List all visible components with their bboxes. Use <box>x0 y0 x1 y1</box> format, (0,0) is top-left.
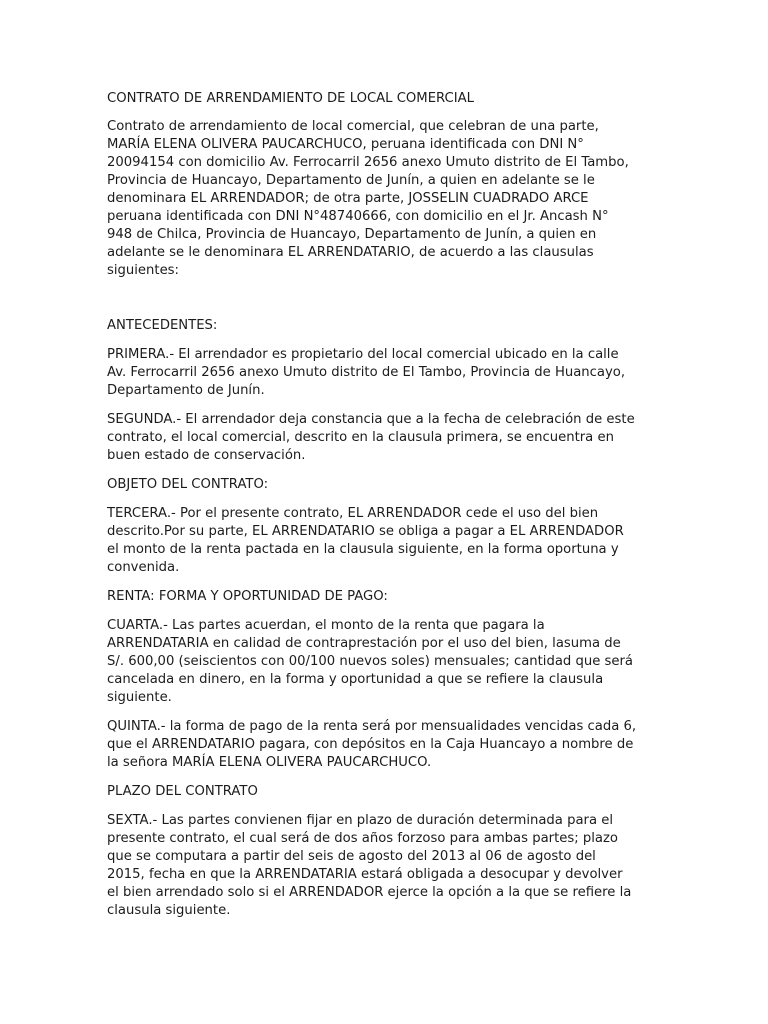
renta-heading: RENTA: FORMA Y OPORTUNIDAD DE PAGO: <box>107 589 388 604</box>
document-title: CONTRATO DE ARRENDAMIENTO DE LOCAL COMERCIAL <box>107 91 474 106</box>
clause-tercera: TERCERA.- Por el presente contrato, EL ARRENDADOR cede el uso del bien descrito.Por su parte, EL ARRENDATARIO se obliga a pagar a EL ARRENDADOR el monto de la renta pactada en la clausula siguiente, en la forma oportuna y convenida. <box>107 506 624 575</box>
clause-segunda: SEGUNDA.- El arrendador deja constancia que a la fecha de celebración de este contrato, el local comercial, descrito en la clausula primera, se encuentra en buen estado de conservación. <box>107 412 635 463</box>
objeto-heading: OBJETO DEL CONTRATO: <box>107 477 269 492</box>
document-body <box>107 90 667 931</box>
intro-paragraph: Contrato de arrendamiento de local comercial, que celebran de una parte, MARÍA ELENA OLIVERA PAUCARCHUCO, peruana identificada con DNI N° 20094154 con domicilio Av. Ferrocarril 2656 anexo Umuto distrito de El Tambo, Provincia de Huancayo, Departamento de Junín, a quien en adelante se le denominara EL ARRENDADOR; de otra parte, JOSSELIN CUADRADO ARCE peruana identificada con DNI N°48740666, con domicilio en el Jr. Ancash N° 948 de Chilca, Provincia de Huancayo, Departamento de Junín, a quien en adelante se le denominara EL ARRENDATARIO, de acuerdo a las clausulas siguientes: <box>107 119 629 278</box>
clause-sexta: SEXTA.- Las partes convienen fijar en plazo de duración determinada para el presente contrato, el cual será de dos años forzoso para ambas partes; plazo que se computara a partir del seis de agosto del 2013 al 06 de agosto del 2015, fecha en que la ARRENDATARIA estará obligada a desocupar y devolver el bien arrendado solo si el ARRENDADOR ejerce la opción a la que se refiere la clausula siguiente. <box>107 813 632 918</box>
antecedentes-heading: ANTECEDENTES: <box>107 318 218 333</box>
clause-primera: PRIMERA.- El arrendador es propietario del local comercial ubicado en la calle Av. Ferrocarril 2656 anexo Umuto distrito de El Tambo, Provincia de Huancayo, Departamento de Junín. <box>107 347 626 398</box>
clause-cuarta: CUARTA.- Las partes acuerdan, el monto de la renta que pagara la ARRENDATARIA en calidad de contraprestación por el uso del bien, lasuma de S/. 600,00 (seiscientos con 00/100 nuevos soles) mensuales; cantidad que será cancelada en dinero, en la forma y oportunidad a que se refiere la clausula siguiente. <box>107 618 633 705</box>
plazo-heading: PLAZO DEL CONTRATO <box>107 784 258 799</box>
clause-quinta: QUINTA.- la forma de pago de la renta será por mensualidades vencidas cada 6, que el ARRENDATARIO pagara, con depósitos en la Caja Huancayo a nombre de la señora MARÍA ELENA OLIVERA PAUCARCHUCO. <box>107 719 637 770</box>
